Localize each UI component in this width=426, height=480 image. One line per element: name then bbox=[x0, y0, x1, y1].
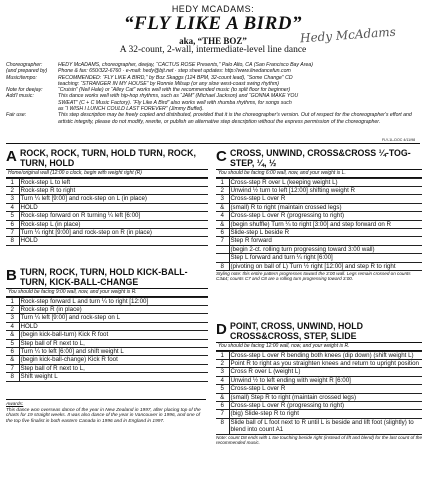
step-row bbox=[6, 195, 208, 203]
step-count: 6 bbox=[216, 228, 229, 236]
step-table bbox=[6, 178, 208, 246]
step-row bbox=[6, 331, 208, 339]
step-row bbox=[216, 237, 422, 245]
step-row bbox=[216, 254, 422, 262]
step-row bbox=[6, 178, 208, 186]
step-text: Rock-step R to right bbox=[19, 186, 208, 194]
step-count: 8 bbox=[216, 418, 229, 434]
step-text: Turn ¼ right [9:00] and rock-step on R (in place) bbox=[19, 228, 208, 236]
section-footnote: Styling note: this entire pattern progresses toward the 3:00 wall. Legs remain crossed on counts C3&4; counts C7 and C8 are a rolling turn progressing toward 3:00. bbox=[216, 270, 411, 282]
info-label: Music/tempo: bbox=[6, 74, 37, 81]
section-note: You should be facing 6:00 wall, now, and your weight is L. bbox=[216, 169, 422, 178]
step-text: Slide ball of L foot next to R until L is beside and lift foot (slightly) to blend into count A1 bbox=[229, 418, 422, 434]
step-row bbox=[6, 212, 208, 220]
step-text: Rock-step forward on R turning ¼ left [6:00] bbox=[19, 212, 208, 220]
step-text: Step R forward bbox=[229, 237, 422, 245]
step-row bbox=[216, 368, 422, 376]
step-row bbox=[216, 228, 422, 236]
step-text: Cross-step L over R bbox=[229, 195, 422, 203]
step-row bbox=[6, 339, 208, 347]
awards-block bbox=[6, 399, 206, 424]
step-text: Rock-step R (in place) bbox=[19, 305, 208, 313]
step-row bbox=[6, 356, 208, 364]
step-count: & bbox=[216, 393, 229, 401]
step-count: 4 bbox=[216, 376, 229, 384]
step-text: Unwind ½ turn to left [12:00] shifting weight R bbox=[229, 186, 422, 194]
step-text: Slide-step L beside R bbox=[229, 228, 422, 236]
step-count: 5 bbox=[6, 339, 19, 347]
step-row bbox=[216, 178, 422, 186]
step-count: 2 bbox=[216, 186, 229, 194]
step-row bbox=[6, 203, 208, 211]
awards-label: Awards: bbox=[6, 402, 24, 407]
step-row bbox=[216, 195, 422, 203]
dance-subtitle: A 32-count, 2-wall, intermediate-level line dance bbox=[119, 45, 307, 55]
step-text: (big) Slide-step R to right bbox=[229, 410, 422, 418]
step-row bbox=[216, 393, 422, 401]
section-title: CROSS, UNWIND, CROSS&CROSS ¼-TOG-STEP, ¼, ½ bbox=[230, 148, 411, 168]
step-text: (begin 2-ct. rolling turn progressing toward 3:00 wall) bbox=[229, 245, 422, 253]
step-text: Turn ¼ left [9:00] and rock-step on L bbox=[19, 314, 208, 322]
step-count: 8 bbox=[6, 373, 19, 381]
step-text: (small) Step R to right (maintain crossed legs) bbox=[229, 393, 422, 401]
section-header bbox=[216, 149, 422, 168]
step-row bbox=[6, 228, 208, 236]
step-count: 1 bbox=[216, 351, 229, 359]
step-text: Rock-step L to left bbox=[19, 178, 208, 186]
step-text: HOLD bbox=[19, 237, 208, 245]
step-count bbox=[216, 254, 229, 262]
section-a bbox=[6, 149, 208, 246]
step-text: Point R to right as you straighten knees and return to upright position bbox=[229, 359, 422, 367]
step-text: (begin kick-ball-turn) Kick R foot bbox=[19, 331, 208, 339]
info-block bbox=[6, 62, 422, 125]
info-value: SWEAT” (C + C Music Factory). “Fly Like A Bird” also works well with rhumba rhythms, for songs such bbox=[58, 99, 292, 106]
step-text: Cross-step R over L (keeping weight L) bbox=[229, 178, 422, 186]
info-label: Choreographer: bbox=[6, 62, 43, 68]
step-count: & bbox=[6, 331, 19, 339]
step-row bbox=[216, 262, 422, 270]
step-text: HOLD bbox=[19, 322, 208, 330]
step-text: (pivoting on ball of L) Turn ½ right [12:00] and step R to right bbox=[229, 262, 422, 270]
section-title: POINT, CROSS, UNWIND, HOLD CROSS&CROSS, STEP, SLIDE bbox=[230, 321, 363, 341]
step-text: Step L forward and turn ¼ right [6:00] bbox=[229, 254, 422, 262]
section-b bbox=[6, 268, 208, 382]
step-row bbox=[216, 212, 422, 220]
step-text: Cross-step L over R (progressing to right) bbox=[229, 401, 422, 409]
section-header bbox=[6, 149, 208, 168]
section-note: You should be facing 9:00 wall, now, and your weight is R. bbox=[6, 288, 208, 297]
step-text: Cross-step L over R bending both knees (dip down) (shift weight L) bbox=[229, 351, 422, 359]
step-text: Step ball of R next to L, bbox=[19, 339, 208, 347]
info-value: RECOMMENDED: “FLY LIKE A BIRD,” by Boz Skaggs (124 BPM, 32-count lead), “Some Change” CD bbox=[58, 74, 293, 81]
step-text: Rock-step forward L and turn ¼ to right [12:00] bbox=[19, 297, 208, 305]
section-header bbox=[216, 322, 422, 341]
step-count: 5 bbox=[216, 385, 229, 393]
section-note: Home/original wall (12:00 o clock, begin with weight right (R) bbox=[6, 169, 208, 178]
step-count: 8 bbox=[216, 262, 229, 270]
step-count: & bbox=[216, 203, 229, 211]
step-table bbox=[216, 351, 422, 435]
info-value: “Cruisin” (Neil Hale) or “Alley Cat” works well with the recommended music (to split floor for beginner) bbox=[58, 87, 291, 94]
step-table bbox=[216, 178, 422, 271]
step-row bbox=[216, 186, 422, 194]
step-count: 3 bbox=[216, 195, 229, 203]
step-count: 3 bbox=[216, 368, 229, 376]
step-row bbox=[216, 376, 422, 384]
step-text: Turn ¼ left [9:00] and rock-step on L (in place) bbox=[19, 195, 208, 203]
step-row bbox=[6, 305, 208, 313]
step-row bbox=[6, 220, 208, 228]
step-count: 3 bbox=[6, 314, 19, 322]
step-row bbox=[6, 237, 208, 245]
section-d bbox=[216, 322, 422, 445]
step-count: 7 bbox=[216, 410, 229, 418]
step-count: 6 bbox=[6, 347, 19, 355]
info-row bbox=[6, 112, 422, 125]
step-text: HOLD bbox=[19, 203, 208, 211]
step-count: & bbox=[216, 220, 229, 228]
step-count: 1 bbox=[216, 178, 229, 186]
info-value: Phone & fax: 650/322-6760 · e-mail: hedy@bjt.net · step sheet updates: http://www.linedancefun.com bbox=[58, 68, 291, 75]
section-note: You should be facing 12:00 wall, now, and your weight is R. bbox=[216, 342, 422, 351]
step-text: Turn ¼ to left [6:00] and shift weight L bbox=[19, 347, 208, 355]
step-count: 4 bbox=[6, 203, 19, 211]
step-count: 5 bbox=[6, 212, 19, 220]
info-label: Note for deejay: bbox=[6, 87, 43, 94]
step-count: 7 bbox=[6, 364, 19, 372]
info-value: HEDY McADAMS, choreographer, deejay, “CACTUS ROSE Presents,” Palo Alto, CA (San Francisco Bay Area) bbox=[58, 62, 313, 68]
step-text: Cross R over L (weight L) bbox=[229, 368, 422, 376]
section-letter: A bbox=[6, 148, 17, 165]
step-row bbox=[6, 347, 208, 355]
step-text: Rock-step L (in place) bbox=[19, 220, 208, 228]
page-code: FLY-1L-DOC 4/11/98 bbox=[382, 138, 416, 142]
step-text: Unwind ½ to left ending with weight R [6:00] bbox=[229, 376, 422, 384]
dance-title: “FLY LIKE A BIRD” bbox=[124, 13, 302, 34]
section-c bbox=[216, 149, 422, 282]
step-table bbox=[6, 297, 208, 382]
step-text: Shift weight L bbox=[19, 373, 208, 381]
step-row bbox=[216, 359, 422, 367]
dance-aka: aka, “THE BOZ” bbox=[179, 36, 247, 46]
info-value: as “I WISH I LUNCH COULD LAST FOREVER” (Jimmy Buffet). bbox=[58, 106, 204, 113]
section-header bbox=[6, 268, 208, 287]
step-row bbox=[6, 297, 208, 305]
step-row bbox=[216, 401, 422, 409]
section-title: ROCK, ROCK, TURN, HOLD TURN, ROCK, TURN, HOLD bbox=[20, 148, 196, 168]
info-value: teaching: “STRANGER IN MY HOUSE” by Ronnie Milsap (or any slow west-coast swing rhythm) bbox=[58, 80, 280, 87]
step-count: 1 bbox=[6, 178, 19, 186]
step-row bbox=[216, 410, 422, 418]
step-count: 6 bbox=[6, 220, 19, 228]
step-row bbox=[216, 351, 422, 359]
step-count: 2 bbox=[216, 359, 229, 367]
section-letter: C bbox=[216, 148, 227, 165]
info-label: (and prepared by) bbox=[6, 68, 48, 75]
step-row bbox=[216, 385, 422, 393]
step-count: 2 bbox=[6, 186, 19, 194]
choreographer-heading: HEDY MCADAMS: bbox=[171, 4, 255, 14]
step-row bbox=[216, 220, 422, 228]
step-row bbox=[216, 245, 422, 253]
step-row bbox=[6, 186, 208, 194]
step-count: 1 bbox=[6, 297, 19, 305]
info-label: Add'l music: bbox=[6, 93, 34, 100]
step-row bbox=[216, 418, 422, 434]
step-count: 4 bbox=[216, 212, 229, 220]
step-text: Step ball of R next to L, bbox=[19, 364, 208, 372]
step-text: Cross-step L over R (progressing to right) bbox=[229, 212, 422, 220]
section-title: TURN, ROCK, TURN, HOLD KICK-BALL-TURN, KICK-BALL-CHANGE bbox=[20, 267, 188, 287]
step-row bbox=[6, 364, 208, 372]
step-row bbox=[6, 314, 208, 322]
step-row bbox=[6, 373, 208, 381]
step-row bbox=[6, 322, 208, 330]
step-text: Cross-step L over R bbox=[229, 385, 422, 393]
info-value: This step description may be freely copied and distributed, provided that it is the choreographer's version. Out of respect for the choreographer's effort and artistic integrity, please do not modify, rewrite, or publish an alternative step description without the express permission of the choreographer. bbox=[58, 112, 412, 125]
step-text: (begin shuffle) Turn ¼ to right [3:00] and step forward on R bbox=[229, 220, 422, 228]
section-letter: B bbox=[6, 267, 17, 284]
step-text: (small) R to right (maintain crossed legs) bbox=[229, 203, 422, 211]
step-count: 4 bbox=[6, 322, 19, 330]
step-row bbox=[216, 203, 422, 211]
step-text: (begin kick-ball-change) Kick R foot bbox=[19, 356, 208, 364]
info-value: This dance works well with hip-hop rhythms, such as “JAM” (Michael Jackson) and “GONNA MAKE YOU bbox=[58, 93, 299, 100]
step-count: 7 bbox=[6, 228, 19, 236]
step-count: 7 bbox=[216, 237, 229, 245]
step-count: 3 bbox=[6, 195, 19, 203]
awards-text: This dance won overseas dance of the year in New Zealand in 1997, after placing top of the charts for 19 straight weeks. It was also dance of the year in Vancouver in 1996, and one of the top five finalist in both eastern Canada in 1996 and in England in 1997. bbox=[6, 407, 201, 424]
signature: Hedy McAdams bbox=[299, 24, 397, 46]
step-count: 6 bbox=[216, 401, 229, 409]
info-label: Fair use: bbox=[6, 112, 27, 119]
step-count: 8 bbox=[6, 237, 19, 245]
step-count: & bbox=[6, 356, 19, 364]
divider bbox=[6, 143, 420, 144]
section-letter: D bbox=[216, 321, 227, 338]
step-count: 2 bbox=[6, 305, 19, 313]
step-count bbox=[216, 245, 229, 253]
section-footnote: Note: count D8 ends with L toe touching beside right (instead of lift and blend) for the last count of the recommended music. bbox=[216, 434, 422, 445]
